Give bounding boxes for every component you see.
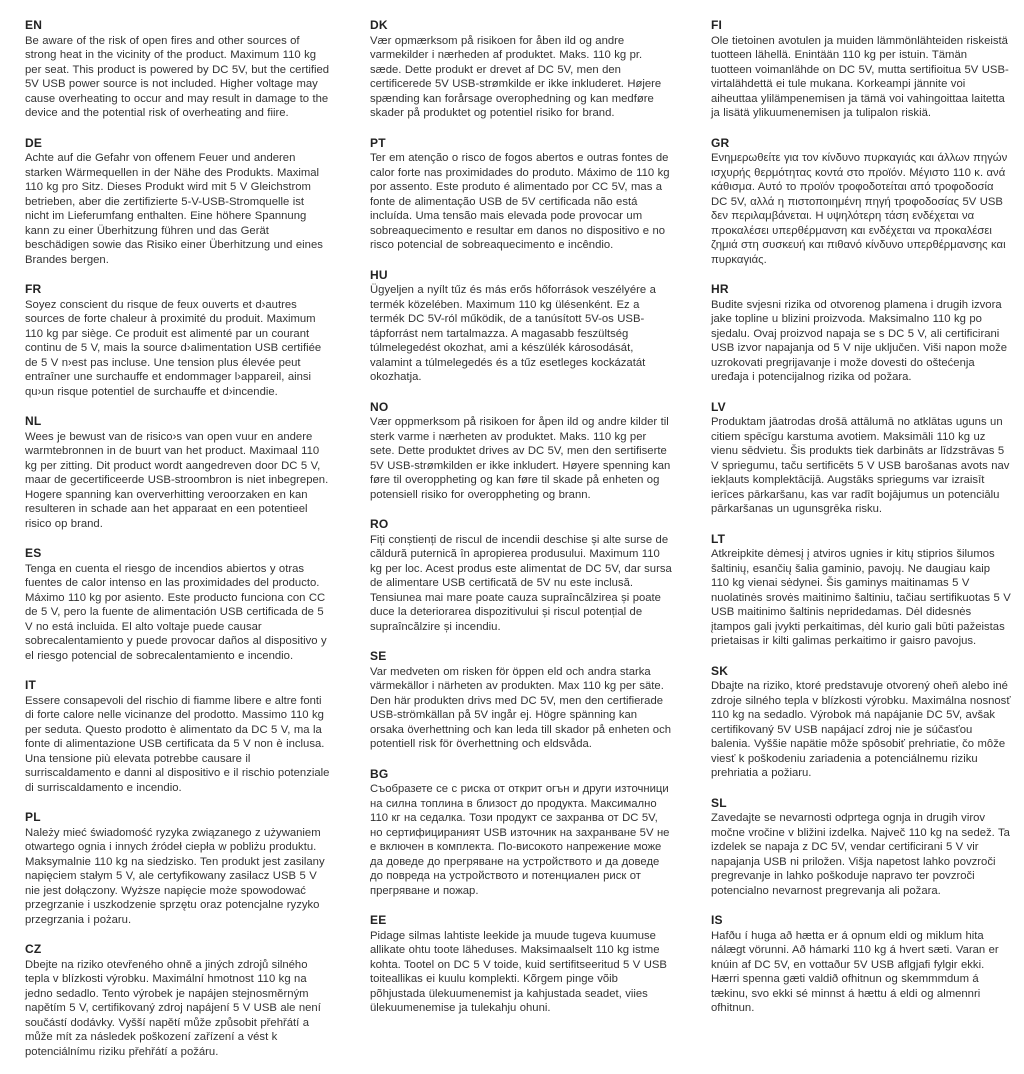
section-lt bbox=[711, 532, 1011, 649]
warning-text-dk: Vær opmærksom på risikoen for åben ild og andre varmekilder i nærheden af produktet. Maks. 110 kg pr. sæde. Dette produkt er drevet af DC 5V, men den certificerede 5V USB-strømkilde er ikke inkluderet. Højere spænding kan forårsage overophedning og kan medføre skader på produktet og potentiel risiko for brand. bbox=[370, 34, 662, 119]
language-code-no: NO bbox=[370, 399, 389, 414]
section-nl bbox=[25, 414, 331, 531]
warning-text-is: Hafðu í huga að hætta er á opnum eldi og miklum hita nálægt vörunni. Að hámarki 110 kg á hvert sæti. Varan er knúin af DC 5V, en vottaður 5V USB aflgjafi fylgir ekki. Hærri spenna gæti valdið ofhitnun og skemmmdum á tækinu, svo ekki sé minnst á hættu á eldi og almennri ofhitnun. bbox=[711, 929, 999, 1014]
warning-text-cz: Dbejte na riziko otevřeného ohně a jiných zdrojů silného tepla v blízkosti výrobku. Maximální hmotnost 110 kg na jedno sedadlo. Tento výrobek je napájen stejnosměrným napětím 5 V, certifikovaný zdroj napájení 5 V USB ale není součástí dodávky. Vyšší napětí může způsobit přehřátí a může mít za následek poškození zařízení a vést k potenciálnímu riziku přehřátí a požáru. bbox=[25, 958, 321, 1058]
section-dk bbox=[370, 18, 672, 121]
section-fi bbox=[711, 18, 1011, 121]
warning-text-fi: Ole tietoinen avotulen ja muiden lämmönlähteiden riskeistä tuotteen lähellä. Enintään 110 kg per istuin. Tämän tuotteen voimanlähde on DC 5V, mutta sertifioitua 5V USB-virtalähdettä ei tule mukana. Korkeampi jännite voi aiheuttaa ylilämpenemisen ja tämä voi vahingoittaa laitetta ja lisätä ylikuumenemisen ja tulipalon riskiä. bbox=[711, 34, 1009, 119]
language-code-pl: PL bbox=[25, 810, 41, 824]
language-code-nl: NL bbox=[25, 414, 42, 428]
section-lv bbox=[711, 400, 1011, 517]
section-bg bbox=[370, 767, 672, 899]
section-gr bbox=[711, 136, 1011, 268]
warning-text-no: Vær oppmerksom på risikoen for åpen ild og andre kilder til sterk varme i nærheten av produktet. Maks. 110 kg per sete. Dette produktet drives av DC 5V, men den sertifiserte 5V USB-strømkilden er ikke inkludert. Høyere spenning kan føre til overoppheting og kan føre til skade på enheten og potensiell risiko for overoppheting og brann. bbox=[370, 416, 671, 501]
language-code-sl: SL bbox=[711, 795, 727, 810]
warning-text-se: Var medveten om risken för öppen eld och andra starka värmekällor i närheten av produkten. Max 110 kg per säte. Den här produkten drivs med DC 5V, men den certifierade USB-strömkällan på 5V ingår ej. Högre spänning kan orsaka överhettning och kan leda till skador på enheten och potentiell risk för överhettning och eldsvåda. bbox=[370, 665, 672, 750]
language-code-sk: SK bbox=[711, 663, 729, 678]
language-code-fi: FI bbox=[711, 18, 723, 32]
warning-text-bg: Съобразете се с риска от открит огън и други източници на силна топлина в близост до продукта. Максимално 110 кг на седалка. Този продукт се захранва от DC 5V, но сертифицираният USB източник на захранване 5V не е включен в комплекта. По-високото напрежение може да доведе до прегряване на устройството и да доведе до повреда на устройството и потенциален риск от прегряване и пожар. bbox=[370, 783, 670, 897]
warning-text-ee: Pidage silmas lahtiste leekide ja muude tugeva kuumuse allikate ohtu toote läheduses. Maksimaalselt 110 kg istme kohta. Tootel on DC 5 V toide, kuid sertifitseeritud 5 V USB toiteallikas ei kuulu komplekti. Kõrgem pinge võib põhjustada ülekuumenemist ja kahjustada seadet, viies ülekuumenemise ja tulekahju ohuni. bbox=[370, 929, 667, 1014]
language-code-hr: HR bbox=[711, 282, 729, 296]
warning-text-lv: Produktam jāatrodas drošā attālumā no atklātas uguns un citiem spēcīgu karstuma avotiem. Maksimāli 110 kg uz vienu sēdvietu. Šis produkts tiek darbināts ar līdzstrāvas 5 V spriegumu, taču sertificēts 5 V USB barošanas avots nav iekļauts komplektācijā. Augstāks spriegums var izraisīt ierīces pārkaršanu, kas var radīt bojājumus un potenciālu pārkaršanas un ugunsgrēka risku. bbox=[711, 416, 1010, 515]
warning-text-hu: Ügyeljen a nyílt tűz és más erős hőforrások veszélyére a termék közelében. Maximum 110 kg ülésenként. Ez a termék DC 5V-ról működik, de a tanúsított 5V-os USB-tápforrást nem tartalmazza. A magasabb feszültség túlmelegedést okozhat, ami a készülék károsodását, valamint a túlmelegedés és a tűz esetleges kockázatát okozhatja. bbox=[370, 284, 656, 383]
section-pl bbox=[25, 810, 331, 927]
warning-text-sl: Zavedajte se nevarnosti odprtega ognja in drugih virov močne vročine v bližini izdelka. Največ 110 kg na sedež. Ta izdelek se napaja z DC 5V, vendar certificirani 5 V vir napajanja USB ni priložen. Višja napetost lahko povzroči pregrevanje in lahko poškoduje napravo ter povzroči potencialno nevarnost pregrevanja ali požara. bbox=[711, 812, 1010, 897]
warning-text-ro: Fiți conștienți de riscul de incendii deschise și alte surse de căldură puternică în apropierea produsului. Maximum 110 kg per loc. Acest produs este alimentat de DC 5V, dar sursa de alimentare USB certificată de 5V nu este inclusă. Tensiunea mai mare poate cauza supraîncălzirea și poate duce la deteriorarea dispozitivului și riscul potențial de supraîncălzire și incendiu. bbox=[370, 533, 672, 633]
language-code-it: IT bbox=[25, 678, 37, 692]
section-it bbox=[25, 678, 331, 795]
section-en bbox=[25, 18, 331, 121]
section-se bbox=[370, 649, 672, 752]
section-es bbox=[25, 546, 331, 663]
language-code-gr: GR bbox=[711, 135, 730, 150]
warning-text-pt: Ter em atenção o risco de fogos abertos e outras fontes de calor forte nas proximidades do produto. Máximo de 110 kg por assento. Este produto é alimentado por CC 5V, mas a fonte de alimentação USB de 5V certificada não está incluída. Uma tensão mais elevada pode provocar um sobreaquecimento e resultar em danos no dispositivo e no risco potencial de sobreaquecimento e incêndio. bbox=[370, 152, 670, 251]
section-cz bbox=[25, 942, 331, 1059]
warning-text-es: Tenga en cuenta el riesgo de incendios abiertos y otras fuentes de calor intenso en las proximidades del producto. Máximo 110 kg por asiento. Este producto funciona con CC de 5 V, pero la fuente de alimentación USB certificada de 5 V no está incluida. El alto voltaje puede causar sobrecalentamiento y puede provocar daños al dispositivo y el riesgo potencial de sobrecalentamiento e incendio. bbox=[25, 562, 327, 662]
language-code-bg: BG bbox=[370, 766, 389, 781]
warning-text-hr: Budite svjesni rizika od otvorenog plamena i drugih izvora jake topline u blizini proizvoda. Maksimalno 110 kg po sjedalu. Ovaj proizvod napaja se s DC 5 V, ali certificirani USB izvor napajanja od 5 V nije uključen. Viši napon može uzrokovati pregrijavanje i može dovesti do oštećenja uređaja i potencijalnog rizika od požara. bbox=[711, 298, 1008, 383]
section-no bbox=[370, 400, 672, 503]
language-code-cz: CZ bbox=[25, 942, 42, 956]
language-code-is: IS bbox=[711, 913, 723, 927]
section-sk bbox=[711, 664, 1011, 781]
language-code-pt: PT bbox=[370, 135, 386, 150]
section-hr bbox=[711, 282, 1011, 385]
language-code-lv: LV bbox=[711, 399, 726, 414]
language-code-de: DE bbox=[25, 135, 43, 150]
column-3 bbox=[711, 18, 1011, 1074]
language-code-se: SE bbox=[370, 649, 387, 663]
section-is bbox=[711, 913, 1011, 1016]
language-code-ee: EE bbox=[370, 913, 387, 927]
section-pt bbox=[370, 136, 672, 253]
language-code-lt: LT bbox=[711, 531, 726, 546]
language-code-dk: DK bbox=[370, 18, 388, 32]
section-ro bbox=[370, 517, 672, 634]
warning-text-de: Achte auf die Gefahr von offenem Feuer und anderen starken Wärmequellen in der Nähe des Produkts. Maximal 110 kg pro Sitz. Dieses Produkt wird mit 5 V Gleichstrom betrieben, aber die zertifizierte 5-V-USB-Stromquelle ist nicht im Lieferumfang enthalten. Eine höhere Spannung kann zu einer Überhitzung führen und das Gerät beschädigen sowie das Risiko einer Überhitzung und eines Brandes bergen. bbox=[25, 152, 323, 266]
section-hu bbox=[370, 268, 672, 385]
language-code-ro: RO bbox=[370, 517, 389, 531]
warning-text-pl: Należy mieć świadomość ryzyka związanego z używaniem otwartego ognia i innych źródeł ciepła w pobliżu produktu. Maksymalnie 110 kg na siedzisko. Ten produkt jest zasilany napięciem stałym 5 V, ale certyfikowany zasilacz USB 5 V nie jest dołączony. Wyższe napięcie może spowodować przegrzanie i uszkodzenie sprzętu oraz potencjalne ryzyko przegrzania i pożaru. bbox=[25, 826, 325, 926]
section-de bbox=[25, 136, 331, 268]
warning-text-lt: Atkreipkite dėmesį į atviros ugnies ir kitų stiprios šilumos šaltinių, esančių šalia gaminio, pavojų. Ne daugiau kaip 110 kg vienai sėdynei. Šis gaminys maitinamas 5 V nuolatinės srovės maitinimo šaltiniu, tačiau sertifikuotas 5 V USB maitinimo šaltinis nepridedamas. Dėl didesnės įtampos gali įvykti perkaitimas, dėl kurio gali būti pažeistas prietaisas ir kilti galimas perkaitimo ir gaisro pavojus. bbox=[711, 548, 1011, 647]
section-ee bbox=[370, 913, 672, 1016]
warning-text-sk: Dbajte na riziko, ktoré predstavuje otvorený oheň alebo iné zdroje silného tepla v blízkosti výrobku. Maximálna nosnosť 110 kg na sedadlo. Výrobok má napájanie DC 5V, avšak certifikovaný 5V USB napájací zdroj nie je súčasťou balenia. Vyššie napätie môže spôsobiť prehriatie, čo môže viesť k poškodeniu zariadenia a potenciálnemu riziku prehriatia a požiaru. bbox=[711, 680, 1011, 779]
warning-text-fr: Soyez conscient du risque de feux ouverts et d›autres sources de forte chaleur à proximité du produit. Maximum 110 kg par siège. Ce produit est alimenté par un courant continu de 5 V, mais la source d›alimentation USB certifiée de 5 V n›est pas incluse. Une tension plus élevée peut entraîner une surchauffe et endommager l›appareil, ainsi qu›un risque potentiel de surchauffe et d›incendie. bbox=[25, 298, 322, 398]
column-2 bbox=[370, 18, 672, 1074]
section-sl bbox=[711, 796, 1011, 899]
language-code-fr: FR bbox=[25, 282, 42, 296]
column-1 bbox=[25, 18, 331, 1074]
warning-text-en: Be aware of the risk of open fires and other sources of strong heat in the vicinity of the product. Maximum 110 kg per seat. This product is powered by DC 5V, but the certified 5V USB power source is not included. Higher voltage may cause overheating to occur and may result in damage to the device and the potential risk of overheating and fiire. bbox=[25, 34, 330, 119]
language-code-en: EN bbox=[25, 18, 43, 32]
warning-text-gr: Ενημερωθείτε για τον κίνδυνο πυρκαγιάς και άλλων πηγών ισχυρής θερμότητας κοντά στο προϊόν. Μέγιστο 110 κ. ανά κάθισμα. Αυτό το προϊόν τροφοδοτείται από τροφοδοσία DC 5V, αλλά η πιστοποιημένη πηγή τροφοδοσίας 5V USB δεν περιλαμβάνεται. Η υψηλότερη τάση ενδέχεται να προκαλέσει υπερθέρμανση και ενδέχεται να προκαλέσει ζημιά στη συσκευή και πιθανό κίνδυνο υπερθέρμανσης και πυρκαγιάς. bbox=[711, 152, 1008, 266]
language-code-hu: HU bbox=[370, 267, 388, 282]
language-code-es: ES bbox=[25, 546, 42, 560]
warning-text-it: Essere consapevoli del rischio di fiamme libere e altre fonti di forte calore nelle vicinanze del prodotto. Massimo 110 kg per seduta. Questo prodotto è alimentato da DC 5 V, ma la fonte di alimentazione USB certificata da 5 V non è inclusa. Una tensione più elevata potrebbe causare il surriscaldamento e danni al dispositivo e il rischio potenziale di surriscaldamento e incendio. bbox=[25, 694, 330, 794]
section-fr bbox=[25, 282, 331, 399]
warning-text-nl: Wees je bewust van de risico›s van open vuur en andere warmtebronnen in de buurt van het product. Maximaal 110 kg per zitting. Dit product wordt aangedreven door DC 5 V, maar de gecertificeerde USB-stroombron is niet inbegrepen. Hogere spanning kan oververhitting veroorzaken en kan resulteren in schade aan het apparaat en een potentieel risico op brand. bbox=[25, 430, 329, 530]
